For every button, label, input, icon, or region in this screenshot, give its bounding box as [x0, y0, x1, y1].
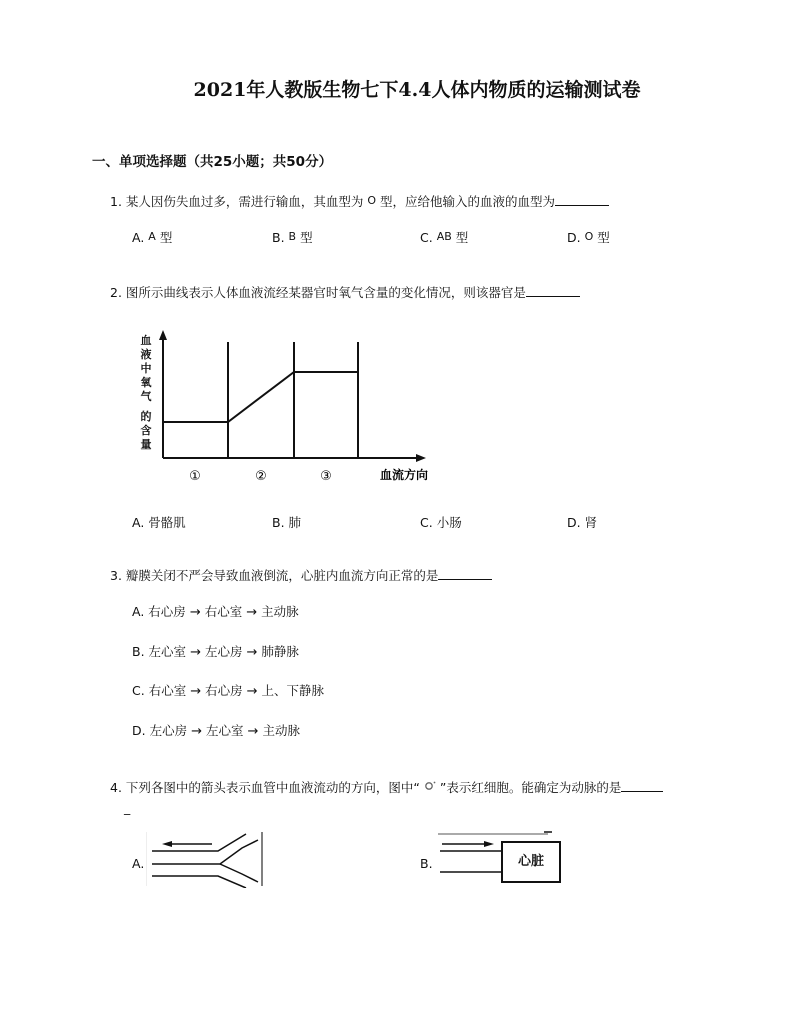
y-axis-arrow	[159, 330, 167, 340]
y-label-char: 液	[140, 348, 152, 361]
option-letter: A.	[132, 515, 145, 530]
option-part: 左心室	[206, 723, 244, 738]
option-part: 右心室	[148, 683, 187, 698]
right-arrow-icon: →	[247, 724, 259, 739]
option-value: O	[584, 230, 594, 243]
q4-option-a[interactable]	[132, 856, 144, 871]
q3-option-a[interactable]	[132, 602, 299, 620]
option-letter: B.	[420, 856, 433, 871]
q1-option-a[interactable]	[132, 228, 172, 246]
x-axis-arrow	[416, 454, 426, 462]
question-4-text-before: 4. 下列各图中的箭头表示血管中血液流动的方向，图中“	[110, 780, 420, 795]
oxygen-curve	[163, 372, 358, 422]
option-part: 左心房	[204, 644, 243, 659]
q1-option-b[interactable]	[272, 228, 313, 246]
option-part: 左心房	[149, 723, 188, 738]
option-part: 上、下静脉	[261, 683, 325, 698]
option-value: 小肠	[436, 515, 462, 530]
question-1-blood-type: O	[367, 194, 377, 207]
option-part: 右心室	[204, 604, 243, 619]
option-letter: B.	[132, 644, 145, 659]
answer-blank[interactable]	[555, 193, 609, 206]
question-3	[110, 566, 492, 584]
flow-arrow-head	[162, 841, 172, 847]
q1-option-d[interactable]	[567, 228, 610, 246]
option-value: 肺	[288, 515, 302, 530]
option-value: AB	[436, 230, 452, 243]
option-letter: A.	[132, 604, 145, 619]
y-label-char: 气	[140, 390, 152, 403]
question-2-text: 2. 图所示曲线表示人体血液流经某器官时氧气含量的变化情况，则该器官是	[110, 285, 526, 300]
vessel-wall-bottom	[152, 876, 246, 888]
q4-option-b[interactable]	[420, 856, 433, 871]
right-arrow-icon: →	[246, 684, 258, 699]
answer-blank[interactable]	[438, 567, 492, 580]
y-label-char: 的	[140, 410, 152, 423]
red-blood-cell-icon	[424, 781, 436, 791]
option-letter: A.	[132, 230, 145, 245]
q2-option-c[interactable]	[420, 513, 462, 531]
option-value: B	[288, 230, 297, 243]
y-label-char: 氧	[140, 376, 152, 389]
q1-option-c[interactable]	[420, 228, 468, 246]
page-title: 2021年人教版生物七下4.4人体内物质的运输测试卷	[193, 79, 641, 101]
section-heading: 一、单项选择题（共25小题；共50分）	[92, 154, 333, 170]
question-2	[110, 283, 580, 301]
option-value: A	[148, 230, 156, 243]
option-letter: A.	[132, 856, 145, 871]
option-letter: C.	[420, 230, 433, 245]
option-part: 肺静脉	[261, 644, 299, 659]
right-arrow-icon: →	[189, 605, 201, 620]
vessel-wall-top	[152, 834, 246, 851]
option-suffix: 型	[597, 230, 610, 245]
q4-diagram-a	[146, 830, 266, 888]
right-arrow-icon: →	[246, 645, 258, 660]
q2-option-b[interactable]	[272, 513, 301, 531]
heart-label: 心脏	[517, 854, 544, 869]
question-1-text-before: 1. 某人因伤失血过多，需进行输血，其血型为	[110, 194, 364, 209]
question-1	[110, 192, 609, 210]
option-part: 主动脉	[261, 604, 299, 619]
y-label-char: 含	[140, 424, 152, 437]
answer-blank[interactable]	[526, 284, 580, 297]
answer-blank[interactable]	[621, 779, 663, 792]
y-label-char: 量	[140, 438, 152, 451]
option-letter: D.	[132, 723, 146, 738]
right-arrow-icon: →	[246, 605, 258, 620]
option-part: 左心室	[148, 644, 187, 659]
question-4-continuation: _	[124, 800, 131, 815]
y-label-char: 血	[140, 334, 152, 347]
segment-label-3: ③	[320, 469, 332, 484]
option-part: 右心房	[148, 604, 186, 619]
question-3-text: 3. 瓣膜关闭不严会导致血液倒流，心脏内血流方向正常的是	[110, 568, 439, 583]
option-part: 主动脉	[262, 723, 300, 738]
q2-option-d[interactable]	[567, 513, 597, 531]
option-value: 肾	[584, 515, 598, 530]
right-arrow-icon: →	[190, 684, 202, 699]
option-letter: C.	[132, 683, 145, 698]
q3-option-d[interactable]	[132, 721, 300, 739]
x-axis-label: 血流方向	[379, 468, 429, 482]
option-suffix: 型	[455, 230, 469, 245]
option-letter: D.	[567, 515, 581, 530]
q3-option-c[interactable]	[132, 681, 324, 699]
y-axis-label	[141, 333, 153, 451]
option-value: 骨骼肌	[148, 515, 186, 530]
option-letter: B.	[272, 515, 285, 530]
option-letter: D.	[567, 230, 581, 245]
segment-label-2: ②	[255, 469, 267, 484]
right-arrow-icon: →	[190, 645, 201, 660]
question-4	[110, 778, 663, 796]
y-label-char: 中	[140, 362, 152, 375]
oxygen-curve-chart	[130, 328, 450, 488]
q3-option-b[interactable]	[132, 642, 299, 660]
option-suffix: 型	[300, 230, 313, 245]
option-suffix: 型	[159, 230, 173, 245]
option-letter: B.	[272, 230, 285, 245]
question-1-text-after: 型，应给他输入的血液的血型为	[380, 194, 556, 209]
segment-label-1: ①	[189, 469, 201, 484]
question-4-text-after: ”表示红细胞。能确定为动脉的是	[439, 780, 622, 795]
right-arrow-icon: →	[191, 724, 203, 739]
q2-option-a[interactable]	[132, 513, 186, 531]
option-part: 右心房	[205, 683, 243, 698]
flow-arrow-head	[484, 841, 494, 847]
option-letter: C.	[420, 515, 433, 530]
